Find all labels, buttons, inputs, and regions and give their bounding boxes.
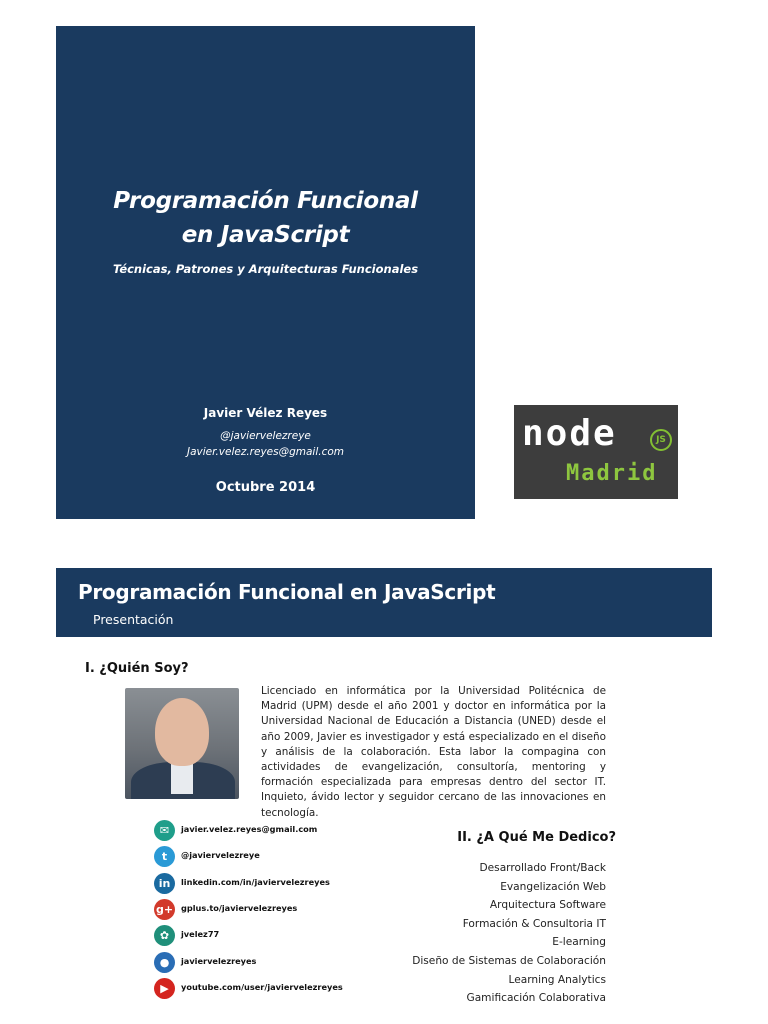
contact-item[interactable]	[154, 978, 374, 1000]
github-icon: ●	[154, 952, 175, 973]
contact-item[interactable]	[154, 952, 374, 974]
service-item: E-learning	[552, 936, 606, 949]
twitter-icon: t	[154, 846, 175, 867]
googleplus-icon: g+	[154, 899, 175, 920]
cover-title-line1: Programación Funcional	[113, 188, 418, 214]
cover-slide	[56, 26, 475, 519]
cover-handle: @javiervelezreye	[220, 430, 311, 442]
service-item: Arquitectura Software	[489, 899, 606, 912]
skype-icon: ✿	[154, 925, 175, 946]
contact-item[interactable]	[154, 873, 374, 895]
slide-title: Programación Funcional en JavaScript	[78, 580, 496, 604]
contact-text[interactable]: javiervelezreyes	[181, 955, 257, 966]
cover-title	[56, 184, 475, 252]
author-photo	[125, 688, 239, 799]
contact-text[interactable]: youtube.com/user/javiervelezreyes	[181, 981, 343, 992]
section-heading-what: II. ¿A Qué Me Dedico?	[457, 830, 616, 845]
contact-text[interactable]: gplus.to/javiervelezreyes	[181, 902, 298, 913]
contact-item[interactable]	[154, 925, 374, 947]
cover-title-line2: en JavaScript	[181, 222, 350, 248]
slide-header-band	[56, 568, 712, 637]
service-item: Evangelización Web	[500, 880, 606, 893]
contact-text[interactable]: linkedin.com/in/javiervelezreyes	[181, 876, 330, 887]
service-item: Formación & Consultoria IT	[462, 917, 606, 930]
logo-madrid-word: Madrid	[566, 461, 658, 486]
contact-item[interactable]	[154, 820, 374, 842]
cover-date: Octubre 2014	[215, 480, 316, 495]
author-bio: Licenciado en informática por la Universidad Politécnica de Madrid (UPM) desde el año 2001 y doctor en informática por la Universidad Nacional de Educación a Distancia (UNED) desde el año 2009, Javier es investigador y está especializado en el diseño y análisis de la colaboración. Esta labor la compagina con actividades de evangelización, consultoría, mentoring y formación especializada para empresas dentro del sector IT. Inquieto, ávido lector y seguidor cercano de las innovaciones en tecnología.	[261, 685, 606, 819]
node-madrid-logo	[514, 405, 678, 499]
service-item: Desarrollado Front/Back	[479, 862, 606, 874]
logo-node-word: node	[522, 413, 617, 454]
cover-email: Javier.velez.reyes@gmail.com	[186, 446, 345, 458]
linkedin-icon: in	[154, 873, 175, 894]
contact-item[interactable]	[154, 846, 374, 868]
service-item: Learning Analytics	[508, 973, 606, 986]
section-heading-who: I. ¿Quién Soy?	[85, 661, 189, 676]
contact-text[interactable]: jvelez77	[181, 929, 220, 940]
logo-js-badge: JS	[650, 429, 672, 451]
contact-text[interactable]: @javiervelezreye	[181, 850, 260, 861]
service-item: Gamificación Colaborativa	[466, 992, 606, 1005]
youtube-icon: ▶	[154, 978, 175, 999]
email-icon: ✉	[154, 820, 175, 841]
cover-subtitle: Técnicas, Patrones y Arquitecturas Funcionales	[112, 262, 419, 276]
contact-text[interactable]: javier.velez.reyes@gmail.com	[181, 824, 318, 834]
services-list	[412, 859, 606, 1008]
slide-subtitle: Presentación	[93, 612, 174, 627]
cover-author: Javier Vélez Reyes	[203, 406, 328, 420]
service-item: Diseño de Sistemas de Colaboración	[412, 954, 606, 967]
contact-item[interactable]	[154, 899, 374, 921]
